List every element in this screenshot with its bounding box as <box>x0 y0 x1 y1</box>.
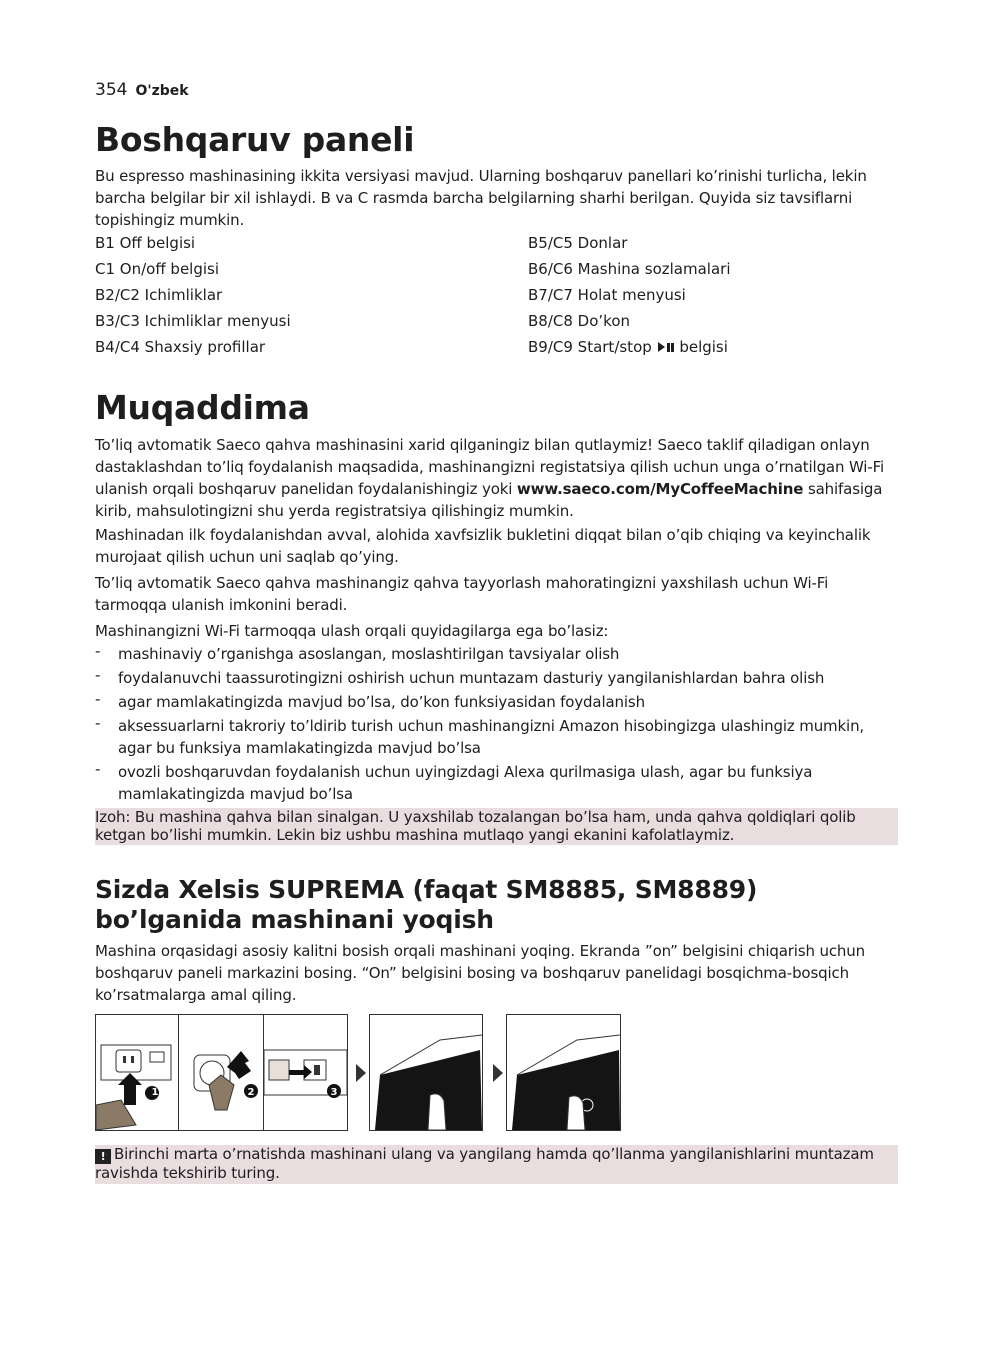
page-number: 354 <box>95 80 128 100</box>
control-panel-intro: Bu espresso mashinasining ikkita versiyasi mavjud. Ularning boshqaruv panellari ko’rinishi turlicha, lekin barcha belgilar bir xil ishlaydi. B va C rasmda barcha belgilarning sharhi berilgan. Quyida siz tavsiflarni topishingiz mumkin. <box>95 167 867 229</box>
arrow-right-icon <box>356 1064 366 1082</box>
warning-box <box>95 1145 898 1184</box>
socket-plug-icon <box>96 1015 179 1130</box>
power-switch-icon <box>264 1015 347 1130</box>
language-label: O'zbek <box>135 83 189 99</box>
legend-item: B1 Off belgisi <box>95 234 196 252</box>
list-item: - mashinaviy o’rganishga asoslangan, moslashtirilgan tavsiyalar olish <box>95 643 895 665</box>
warning-text: Birinchi marta o’rnatishda mashinani ulang va yangilang hamda qo’llanma yangilanishlarini muntazam ravishda tekshirib turing. <box>95 1145 874 1182</box>
switch-on-illustrations <box>95 1014 625 1131</box>
section-title-control-panel: Boshqaruv paneli <box>95 120 415 159</box>
section-title-switch-on: Sizda Xelsis SUPREMA (faqat SM8885, SM8889) bo’lganida mashinani yoqish <box>95 875 758 934</box>
intro-paragraph-3: To’liq avtomatik Saeco qahva mashinangiz qahva tayyorlash mahoratingizni yaxshilash uchun Wi-Fi tarmoqqa ulanish imkonini beradi. <box>95 574 829 614</box>
legend-left-column <box>95 232 291 362</box>
section-title-introduction: Muqaddima <box>95 388 310 427</box>
play-pause-icon <box>657 341 675 353</box>
page-header <box>95 80 189 100</box>
illustration-control-panel-power <box>506 1014 621 1131</box>
step-number: 1 <box>151 1087 159 1098</box>
wall-plug-icon <box>179 1015 263 1130</box>
legend-item: B6/C6 Mashina sozlamalari <box>528 260 731 278</box>
note-box: Izoh: Bu mashina qahva bilan sinalgan. U yaxshilab tozalangan bo’lsa ham, unda qahva qoldiqlari qolib ketgan bo’lishi mumkin. Lekin biz ushbu mashina mutlaqo yangi ekanini kafolatlaymiz. <box>95 808 898 845</box>
legend-item: B2/C2 Ichimliklar <box>95 286 223 304</box>
illustration-control-panel-tap <box>369 1014 483 1131</box>
legend-right-column <box>528 232 731 362</box>
switch-on-paragraph: Mashina orqasidagi asosiy kalitni bosish orqali mashinani yoqing. Ekranda ”on” belgisini chiqarish uchun boshqaruv paneli markazini bosing. “On” belgisini bosing va boshqaruv panelidagi bosqichma-bosqich ko’rsatmalarga amal qiling. <box>95 942 865 1004</box>
control-panel-power-icon <box>507 1015 620 1130</box>
legend-item: B3/C3 Ichimliklar menyusi <box>95 312 291 330</box>
legend-item: C1 On/off belgisi <box>95 260 220 278</box>
list-item: - ovozli boshqaruvdan foydalanish uchun uyingizdagi Alexa qurilmasiga ulash, agar bu funksiya mamlakatingizda mavjud bo’lsa <box>95 761 895 805</box>
step-number: 2 <box>247 1087 255 1098</box>
legend-item: B8/C8 Do’kon <box>528 312 631 330</box>
list-item: - aksessuarlarni takroriy to’ldirib turish uchun mashinangizni Amazon hisobingizga ulashingiz mumkin, agar bu funksiya mamlakatingizda mavjud bo’lsa <box>95 715 895 759</box>
legend-item: B4/C4 Shaxsiy profillar <box>95 338 266 356</box>
intro-paragraph-1 <box>95 434 895 522</box>
illustration-power-socket <box>95 1014 180 1131</box>
warning-icon: ! <box>95 1149 111 1164</box>
legend-item-start-stop-suffix: belgisi <box>679 338 728 356</box>
list-item: - agar mamlakatingizda mavjud bo’lsa, do’kon funksiyasidan foydalanish <box>95 691 895 713</box>
legend-item-start-stop <box>528 336 731 362</box>
legend-item: B5/C5 Donlar <box>528 234 628 252</box>
control-panel-tap-icon <box>370 1015 482 1130</box>
illustration-main-switch <box>263 1014 348 1131</box>
intro-text: To’liq avtomatik Saeco qahva mashinasini xarid qilganingiz bilan qutlaymiz! Saeco taklif qiladigan onlayn dastaklashdan to’liq foydalanish maqsadida, mashinangizni registatsiya qilish uchun unga o’rnatilgan Wi-Fi ulanish orqali boshqaruv panelidan foydalanishingiz yoki <box>95 436 884 498</box>
intro-text-end: sahifasiga kirib, mahsulotingizni shu yerda registratsiya qilishingiz mumkin. <box>95 480 883 520</box>
benefits-list <box>95 643 895 807</box>
saeco-website-link[interactable]: www.saeco.com/MyCoffeeMachine <box>516 480 804 498</box>
arrow-right-icon <box>493 1064 503 1082</box>
legend-item-start-stop-label: B9/C9 Start/stop <box>528 338 652 356</box>
illustration-wall-plug <box>178 1014 264 1131</box>
legend-item: B7/C7 Holat menyusi <box>528 286 686 304</box>
step-number: 3 <box>330 1087 338 1098</box>
intro-paragraph-4: Mashinangizni Wi-Fi tarmoqqa ulash orqali quyidagilarga ega bo’lasiz: <box>95 622 609 640</box>
intro-paragraph-2: Mashinadan ilk foydalanishdan avval, alohida xavfsizlik bukletini diqqat bilan o’qib chiqing va keyinchalik murojaat qilish uchun uni saqlab qo’ying. <box>95 526 871 566</box>
list-item: - foydalanuvchi taassurotingizni oshirish uchun muntazam dasturiy yangilanishlardan bahra olish <box>95 667 895 689</box>
